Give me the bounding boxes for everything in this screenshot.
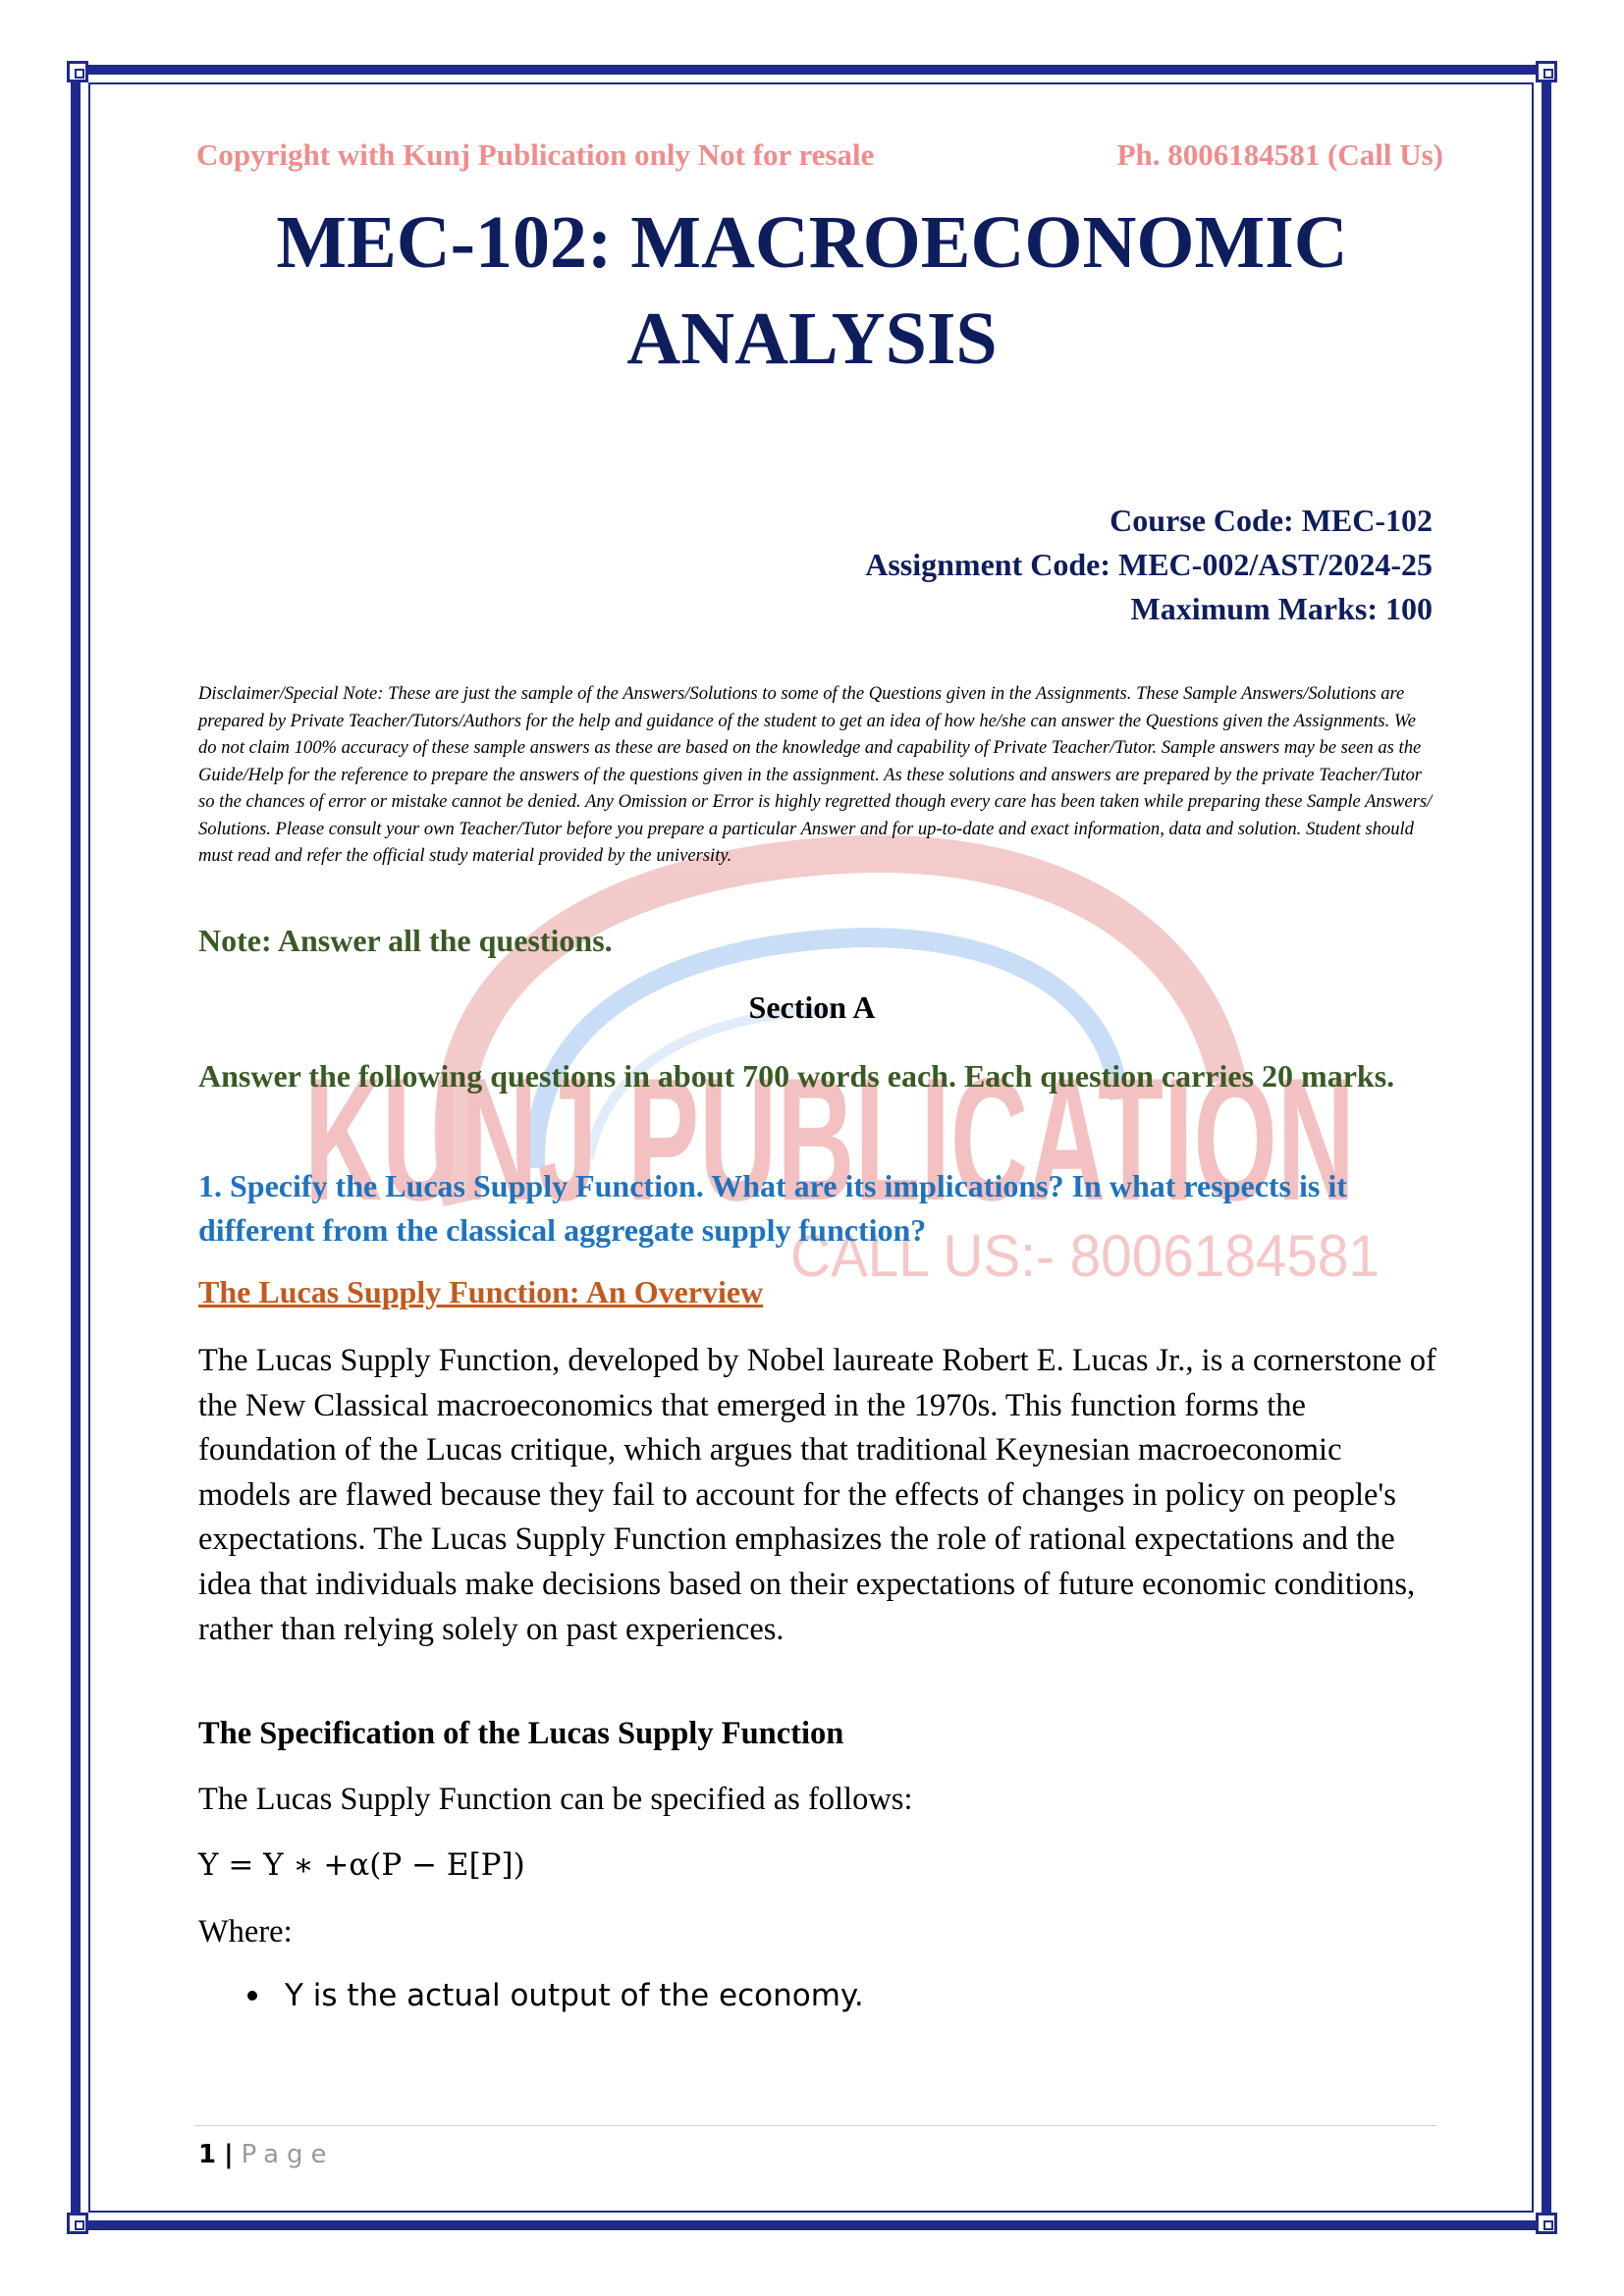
footer-divider bbox=[194, 2125, 1436, 2126]
copyright-text: Copyright with Kunj Publication only Not for resale bbox=[196, 137, 875, 172]
border-corner-top-left bbox=[67, 61, 88, 82]
page-border-inner bbox=[88, 82, 1534, 2213]
overview-paragraph: The Lucas Supply Function, developed by Nobel laureate Robert E. Lucas Jr., is a cornerstone of the New Classical macroeconomics that emerged in the 1970s. This function forms the foundation of the Lucas critique, which argues that traditional Keynesian macroeconomic models are flawed because they fail to account for the effects of changes in policy on people's expectations. The Lucas Supply Function emphasizes the role of rational expectations and the idea that individuals make decisions based on their expectations of future economic conditions, rather than relying solely on past experiences. bbox=[198, 1343, 1436, 1647]
page-footer bbox=[198, 2140, 335, 2169]
bullet-icon bbox=[247, 1991, 257, 2001]
copyright-header bbox=[196, 137, 1443, 173]
footer-separator: | bbox=[224, 2140, 234, 2169]
page-label: Page bbox=[241, 2140, 335, 2169]
subheading-overview: The Lucas Supply Function: An Overview bbox=[198, 1274, 764, 1309]
border-corner-bottom-right bbox=[1536, 2213, 1557, 2234]
page-number: 1 bbox=[198, 2140, 217, 2169]
list-item bbox=[247, 1978, 864, 2013]
maximum-marks: Maximum Marks: 100 bbox=[1130, 591, 1433, 626]
title-line-2: ANALYSIS bbox=[626, 297, 998, 380]
document-title bbox=[137, 194, 1487, 387]
question-1: 1. Specify the Lucas Supply Function. What are its implications? In what respects is it different from the classical aggregate supply function? bbox=[198, 1168, 1347, 1248]
lucas-formula: Y = Y ∗ +α(P − E[P]) bbox=[198, 1847, 525, 1883]
specification-heading: The Specification of the Lucas Supply Function bbox=[198, 1716, 844, 1751]
watermark-brand: KUNJ PUBLICATION bbox=[304, 1041, 1355, 1237]
note: Note: Answer all the questions. bbox=[198, 923, 613, 958]
assignment-code: Assignment Code: MEC-002/AST/2024-25 bbox=[865, 547, 1433, 582]
list-item-text: Y is the actual output of the economy. bbox=[285, 1978, 864, 2013]
title-line-1: MEC-102: MACROECONOMIC bbox=[276, 201, 1348, 284]
where-label: Where: bbox=[198, 1914, 293, 1949]
border-corner-top-right bbox=[1536, 61, 1557, 82]
border-corner-bottom-left bbox=[67, 2213, 88, 2234]
watermark-call: CALL US:- 8006184581 bbox=[790, 1223, 1380, 1289]
course-code: Course Code: MEC-102 bbox=[1110, 503, 1433, 538]
phone-text: Ph. 8006184581 (Call Us) bbox=[1116, 137, 1443, 172]
section-heading: Section A bbox=[748, 989, 876, 1025]
instruction: Answer the following questions in about 700 words each. Each question carries 20 marks. bbox=[198, 1058, 1395, 1094]
disclaimer: Disclaimer/Special Note: These are just the sample of the Answers/Solutions to some of the Questions given in the Assignments. These Sample Answers/Solutions are prepared by Private Teacher/Tutors/Authors for the help and guidance of the student to get an idea of how he/she can answer the Questions given the Assignments. We do not claim 100% accuracy of these sample answers as these are based on the knowledge and capability of Private Teacher/Tutor. Sample answers may be seen as the Guide/Help for the reference to prepare the answers of the questions given in the assignment. As these solutions and answers are prepared by the private Teacher/Tutor so the chances of error or mistake cannot be denied. Any Omission or Error is highly regretted though every care has been taken while preparing these Sample Answers/ Solutions. Please consult your own Teacher/Tutor before you prepare a particular Answer and for up-to-date and exact information, data and solution. Student should must read and refer the official study material provided by the university. bbox=[198, 683, 1433, 866]
specification-intro: The Lucas Supply Function can be specified as follows: bbox=[198, 1782, 913, 1817]
assignment-meta bbox=[865, 499, 1433, 631]
